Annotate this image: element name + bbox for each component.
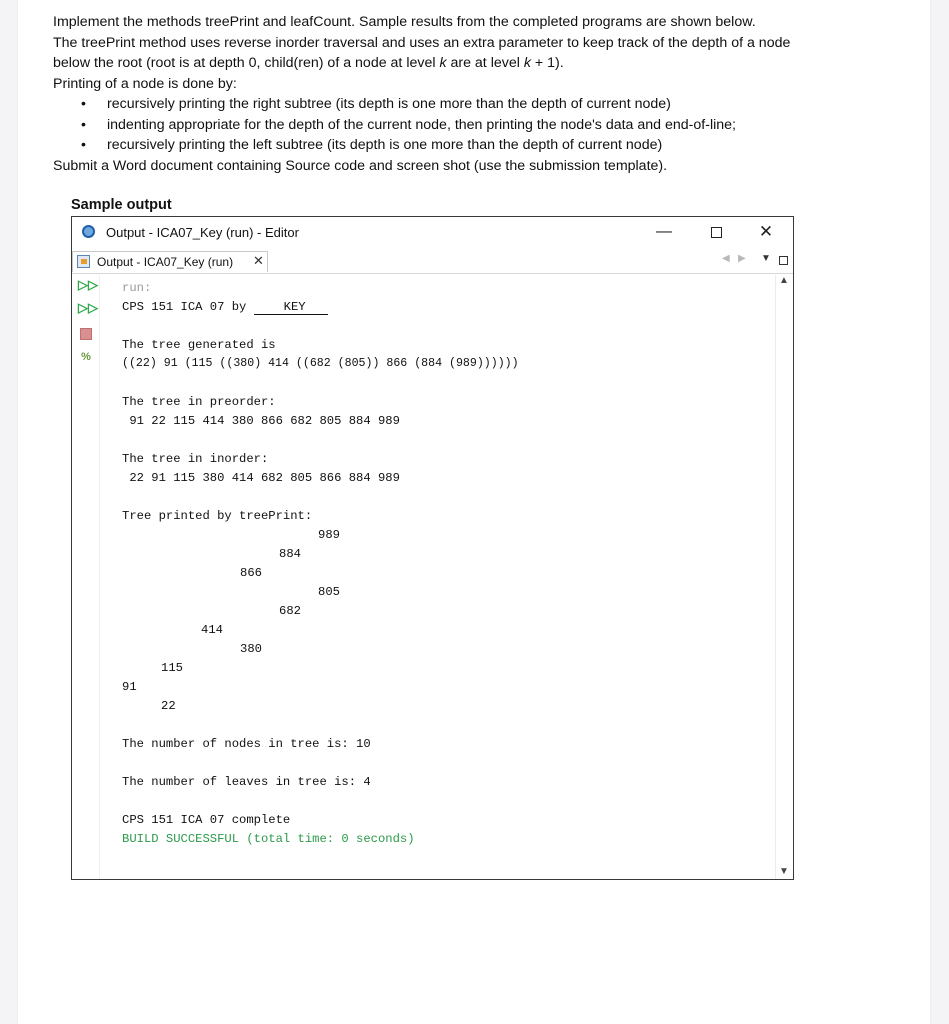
var-k: k xyxy=(439,55,447,71)
bullet-text: recursively printing the right subtree (its depth is one more than the depth of current node) xyxy=(107,96,671,112)
key-field xyxy=(254,300,328,315)
tree-node-805: 805 xyxy=(318,585,340,599)
bullet-text: recursively printing the left subtree (its depth is one more than the depth of current node) xyxy=(107,137,663,153)
instruction-line-2: The treePrint method uses reverse inorder traversal and uses an extra parameter to keep track of the depth of a node xyxy=(53,34,791,51)
scroll-tabs-right-icon[interactable]: ▶ xyxy=(738,253,746,264)
tree-node-682: 682 xyxy=(279,604,301,618)
output-window xyxy=(71,216,794,880)
output-gutter xyxy=(72,275,98,879)
close-button[interactable]: ✕ xyxy=(758,222,774,241)
tree-node-414: 414 xyxy=(201,623,223,637)
rerun-icon[interactable]: ▷▷ xyxy=(78,277,98,292)
inorder-label: The tree in inorder: xyxy=(122,452,269,466)
maximize-icon xyxy=(711,227,722,238)
header-key: KEY xyxy=(283,300,306,314)
preorder-value: 91 22 115 414 380 866 682 805 884 989 xyxy=(122,414,400,428)
console-run: run: xyxy=(122,281,152,295)
console-header xyxy=(122,300,328,314)
preorder-label: The tree in preorder: xyxy=(122,395,276,409)
bullet-icon: • xyxy=(81,96,86,112)
rerun-with-args-icon[interactable]: ▷▷ xyxy=(78,300,98,315)
app-icon xyxy=(82,225,95,238)
scroll-up-icon[interactable]: ▲ xyxy=(779,275,789,286)
restore-window-icon[interactable] xyxy=(779,256,788,265)
build-successful: BUILD SUCCESSFUL (total time: 0 seconds) xyxy=(122,832,415,846)
tab-close-icon[interactable]: ✕ xyxy=(253,253,264,268)
tree-node-115: 115 xyxy=(161,661,183,675)
node-count: The number of nodes in tree is: 10 xyxy=(122,737,371,751)
tree-generated-value: ((22) 91 (115 ((380) 414 ((682 (805)) 866 (884 (989)))))) xyxy=(122,357,519,370)
leaf-count: The number of leaves in tree is: 4 xyxy=(122,775,371,789)
tree-node-380: 380 xyxy=(240,642,262,656)
scroll-tabs-left-icon[interactable]: ◀ xyxy=(722,253,730,264)
sample-output-heading: Sample output xyxy=(71,197,172,213)
window-titlebar[interactable] xyxy=(72,217,793,247)
maximize-button[interactable] xyxy=(705,221,727,243)
complete-message: CPS 151 ICA 07 complete xyxy=(122,813,291,827)
tree-node-884: 884 xyxy=(279,547,301,561)
vertical-scrollbar[interactable] xyxy=(775,275,793,879)
bullet-item xyxy=(53,115,853,136)
instruction-line-1: Implement the methods treePrint and leafCount. Sample results from the completed programs are shown below. xyxy=(53,14,756,30)
tree-generated-label: The tree generated is xyxy=(122,338,276,352)
tree-node-91: 91 xyxy=(122,680,137,694)
bullet-icon: • xyxy=(81,137,86,153)
output-icon xyxy=(77,255,90,268)
gutter-divider xyxy=(99,275,100,879)
minimize-button[interactable]: — xyxy=(656,223,672,240)
tab-label: Output - ICA07_Key (run) xyxy=(97,255,234,269)
inorder-value: 22 91 115 380 414 682 805 866 884 989 xyxy=(122,471,400,485)
stop-icon[interactable] xyxy=(80,328,92,340)
treeprint-label: Tree printed by treePrint: xyxy=(122,509,313,523)
tree-node-866: 866 xyxy=(240,566,262,580)
text: below the root (root is at depth 0, child(ren) of a node at level xyxy=(53,55,440,71)
instruction-line-5: Submit a Word document containing Source code and screen shot (use the submission template). xyxy=(53,157,668,174)
window-title: Output - ICA07_Key (run) - Editor xyxy=(106,225,299,240)
header-prefix: CPS 151 ICA 07 by xyxy=(122,300,254,314)
bullet-icon: • xyxy=(81,116,86,133)
text: + 1). xyxy=(530,55,564,71)
scroll-down-icon[interactable]: ▼ xyxy=(779,866,789,877)
bullet-item xyxy=(53,135,853,156)
bullet-text: indenting appropriate for the depth of the current node, then printing the node's data and end-of-line; xyxy=(107,116,736,133)
instructions xyxy=(53,12,853,176)
bullet-list xyxy=(53,94,853,156)
bullet-item xyxy=(53,94,853,115)
text: are at level xyxy=(446,55,524,71)
instruction-line-3 xyxy=(53,53,853,74)
tree-node-989: 989 xyxy=(318,528,340,542)
tab-bar xyxy=(72,251,793,274)
statistics-icon[interactable]: % xyxy=(81,351,91,363)
instruction-line-4: Printing of a node is done by: xyxy=(53,75,237,92)
tab-list-dropdown-icon[interactable]: ▼ xyxy=(761,253,771,264)
tab-output[interactable] xyxy=(72,251,268,272)
var-k: k xyxy=(523,55,531,71)
tree-node-22: 22 xyxy=(161,699,176,713)
